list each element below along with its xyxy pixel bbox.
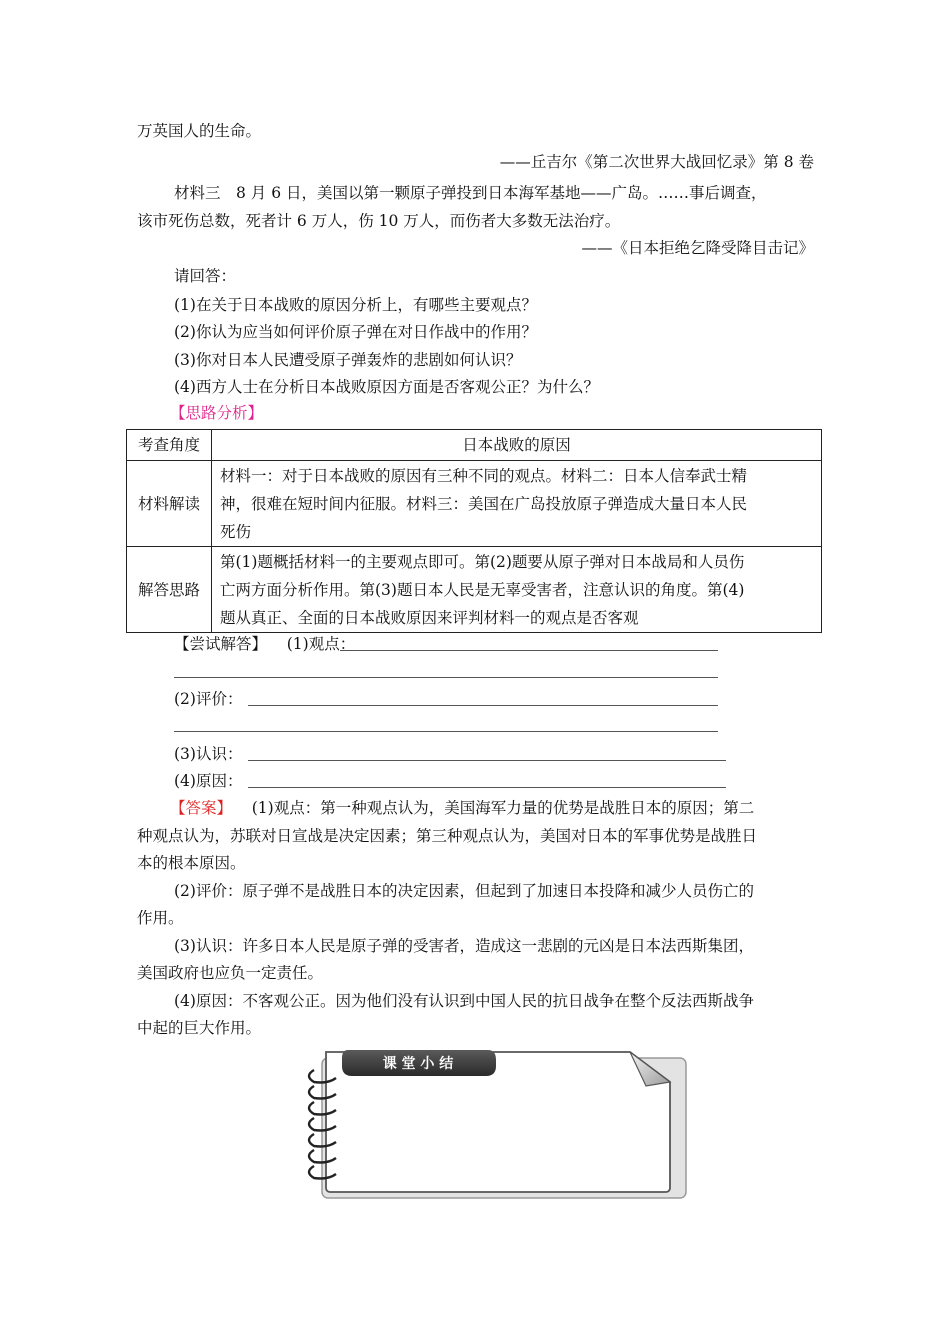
- cell-line: 第(1)题概括材料一的主要观点即可。第(2)题要从原子弹对日本战局和人员伤: [220, 552, 745, 571]
- table-row: [127, 430, 822, 461]
- cell-line: 亡两方面分析作用。第(3)题日本人民是无辜受害者，注意认识的角度。第(4): [220, 580, 745, 599]
- class-summary-notebook: [300, 1042, 698, 1202]
- answer-text: 美国政府也应负一定责任。: [137, 964, 324, 982]
- cell-line: 题从真正、全面的日本战败原因来评判材料一的观点是否客观: [220, 608, 639, 627]
- table-cell-value: 日本战败的原因: [212, 430, 822, 461]
- attempt-q2-label: (2)评价：: [174, 690, 243, 708]
- notebook-illustration: [300, 1042, 698, 1202]
- cell-line: 神，很难在短时间内征服。材料三：美国在广岛投放原子弹造成大量日本人民: [220, 494, 748, 513]
- attempt-q3-label: (3)认识：: [174, 745, 243, 763]
- text-line: 该市死伤总数，死者计 6 万人，伤 10 万人，而伤者大多数无法治疗。: [137, 212, 621, 230]
- answer-text: (3)认识：许多日本人民是原子弹的受害者，造成这一悲剧的元凶是日本法西斯集团，: [174, 937, 754, 955]
- answer-text: 中起的巨大作用。: [137, 1019, 262, 1037]
- answer-text: (4)原因：不客观公正。因为他们没有认识到中国人民的抗日战争在整个反法西斯战争: [174, 992, 754, 1010]
- table-cell-label: 材料解读: [127, 461, 212, 547]
- table-cell-value: [212, 547, 822, 633]
- analysis-table: [126, 429, 822, 633]
- question-prompt: 请回答：: [174, 267, 237, 285]
- question-item: (2)你认为应当如何评价原子弹在对日作战中的作用？: [174, 323, 537, 341]
- answer-blank-line[interactable]: [174, 731, 718, 732]
- question-item: (4)西方人士在分析日本战败原因方面是否客观公正？为什么？: [174, 378, 599, 396]
- text-line: 材料三 8 月 6 日，美国以第一颗原子弹投到日本海军基地——广岛。……事后调查，: [174, 184, 767, 202]
- answer-blank-line[interactable]: [174, 677, 718, 678]
- table-row: [127, 547, 822, 633]
- question-item: (1)在关于日本战败的原因分析上，有哪些主要观点？: [174, 296, 537, 314]
- answer-blank-line[interactable]: [248, 705, 718, 706]
- table-cell-label: 解答思路: [127, 547, 212, 633]
- analysis-heading: 【思路分析】: [170, 404, 264, 422]
- answer-text: 本的根本原因。: [137, 854, 246, 872]
- attempt-heading: 【尝试解答】: [174, 635, 268, 653]
- answer-heading: 【答案】: [170, 799, 233, 817]
- summary-tab-label: 课 堂 小 结: [382, 1056, 454, 1072]
- answer-blank-line[interactable]: [340, 650, 718, 651]
- question-item: (3)你对日本人民遭受原子弹轰炸的悲剧如何认识？: [174, 351, 522, 369]
- answer-blank-line[interactable]: [248, 760, 726, 761]
- cell-line: 死伤: [220, 522, 252, 541]
- attempt-q1-label: (1)观点：: [286, 635, 356, 653]
- answer-text: (2)评价：原子弹不是战胜日本的决定因素，但起到了加速日本投降和减少人员伤亡的: [174, 882, 754, 900]
- text-line: 万英国人的生命。: [137, 122, 262, 140]
- cell-line: 材料一：对于日本战败的原因有三种不同的观点。材料二：日本人信奉武士精: [220, 466, 748, 485]
- citation: ——丘吉尔《第二次世界大战回忆录》第 8 卷: [499, 153, 814, 171]
- attempt-q4-label: (4)原因：: [174, 772, 243, 790]
- answer-blank-line[interactable]: [248, 787, 726, 788]
- answer-text: (1)观点：第一种观点认为，美国海军力量的优势是战胜日本的原因；第二: [251, 799, 755, 817]
- answer-row: [170, 798, 754, 818]
- table-cell-value: [212, 461, 822, 547]
- citation: ——《日本拒绝乞降受降目击记》: [581, 239, 814, 257]
- answer-text: 种观点认为，苏联对日宣战是决定因素；第三种观点认为，美国对日本的军事优势是战胜日: [137, 827, 758, 845]
- table-row: [127, 461, 822, 547]
- answer-text: 作用。: [137, 909, 184, 927]
- attempt-row: [174, 634, 355, 654]
- table-cell-label: 考查角度: [127, 430, 212, 461]
